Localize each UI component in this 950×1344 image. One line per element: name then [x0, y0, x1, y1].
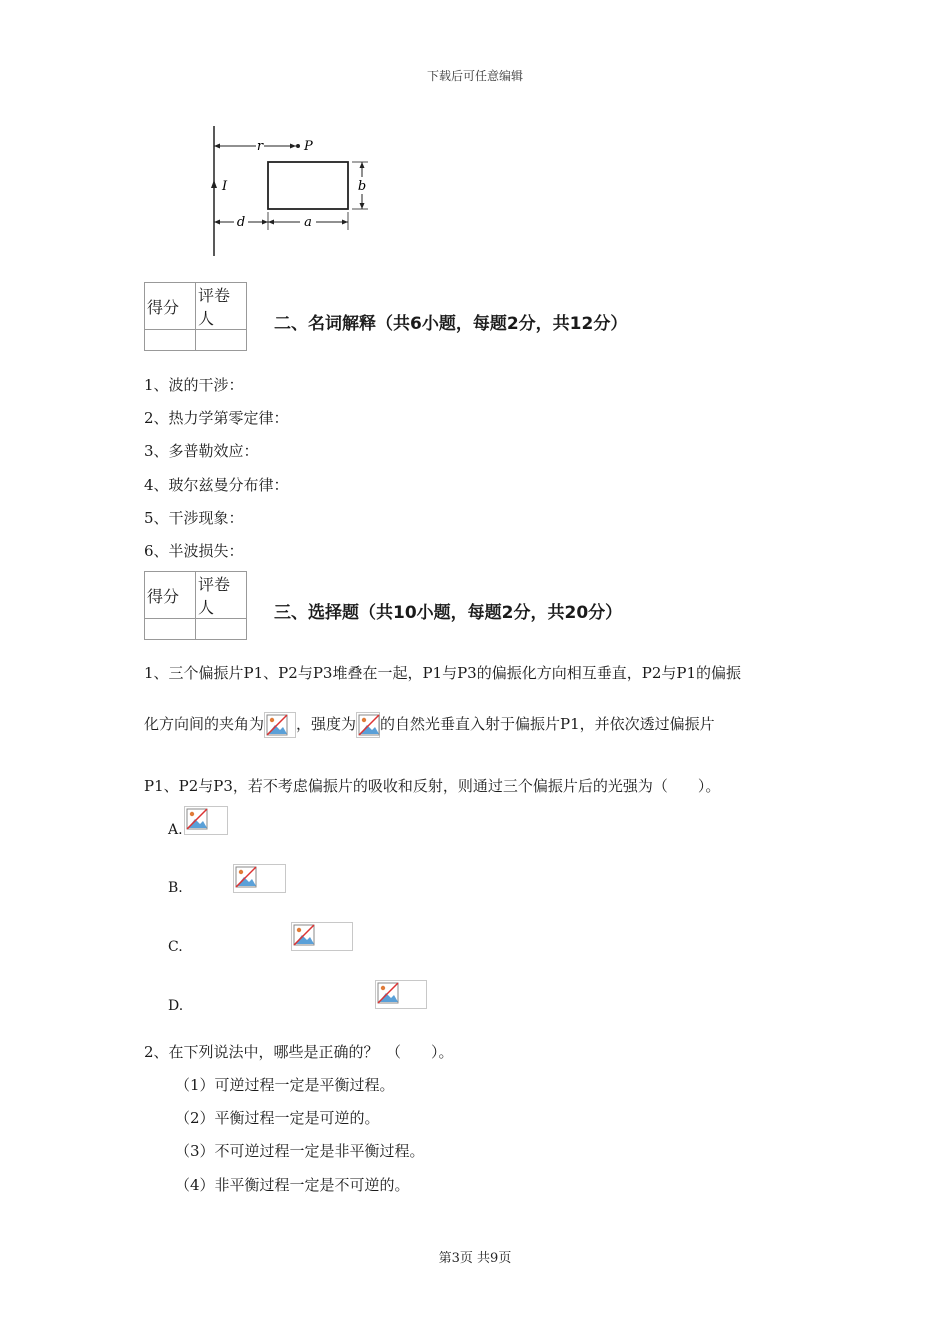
- q1-line1: 1、三个偏振片P1、P2与P3堆叠在一起，P1与P3的偏振化方向相互垂直，P2与P1的偏振: [144, 664, 742, 682]
- label-I: I: [222, 179, 228, 194]
- option-c-image-icon[interactable]: [291, 922, 353, 951]
- score-box: [144, 571, 247, 640]
- broken-image-icon: [356, 712, 380, 738]
- circuit-figure: [200, 122, 380, 262]
- score-cell: [145, 619, 196, 640]
- grader-cell: [196, 330, 247, 351]
- page-footer: 第3页 共9页: [438, 1251, 512, 1266]
- grader-label: 评卷人: [196, 283, 247, 330]
- grader-cell: [196, 619, 247, 640]
- q2-stem: 2、在下列说法中，哪些是正确的？ （ ）。: [144, 1043, 454, 1061]
- term-item: 5、干涉现象：: [144, 509, 244, 527]
- term-item: 1、波的干涉：: [144, 376, 244, 394]
- q2-option: （1）可逆过程一定是平衡过程。: [175, 1076, 395, 1094]
- q1-line2-part3: 的自然光垂直入射于偏振片P1，并依次透过偏振片: [380, 715, 715, 733]
- term-item: 2、热力学第零定律：: [144, 409, 289, 427]
- option-b-image-icon[interactable]: [233, 864, 286, 893]
- q2-option: （4）非平衡过程一定是不可逆的。: [175, 1176, 410, 1194]
- q1-line2: [144, 712, 715, 738]
- term-item: 3、多普勒效应：: [144, 442, 259, 460]
- option-c-label: C.: [168, 939, 183, 955]
- score-box: [144, 282, 247, 351]
- broken-image-icon: [264, 712, 296, 738]
- q2-option: （2）平衡过程一定是可逆的。: [175, 1109, 380, 1127]
- term-item: 6、半波损失：: [144, 542, 244, 560]
- q1-line2-part1: 化方向间的夹角为: [144, 715, 265, 733]
- q2-option: （3）不可逆过程一定是非平衡过程。: [175, 1142, 425, 1160]
- option-a-image-icon[interactable]: [184, 806, 228, 835]
- q1-line3: P1、P2与P3，若不考虑偏振片的吸收和反射，则通过三个偏振片后的光强为（ ）。: [144, 777, 721, 795]
- label-r: r: [256, 139, 264, 154]
- label-b: b: [357, 179, 367, 194]
- term-item: 4、玻尔兹曼分布律：: [144, 476, 289, 494]
- score-cell: [145, 330, 196, 351]
- label-P: P: [304, 139, 313, 154]
- score-label: 得分: [145, 572, 196, 619]
- option-d-label: D.: [168, 998, 184, 1014]
- option-a-label: A.: [168, 822, 183, 838]
- section3-title: 三、选择题（共10小题，每题2分，共20分）: [274, 603, 623, 623]
- option-d-image-icon[interactable]: [375, 980, 427, 1009]
- score-label: 得分: [145, 283, 196, 330]
- label-d: d: [236, 215, 246, 230]
- label-a: a: [304, 215, 312, 230]
- section2-title: 二、名词解释（共6小题，每题2分，共12分）: [274, 314, 628, 334]
- grader-label: 评卷人: [196, 572, 247, 619]
- option-b-label: B.: [168, 880, 183, 896]
- q1-line2-part2: ，强度为: [296, 715, 357, 733]
- page-header: 下载后可任意编辑: [426, 69, 523, 83]
